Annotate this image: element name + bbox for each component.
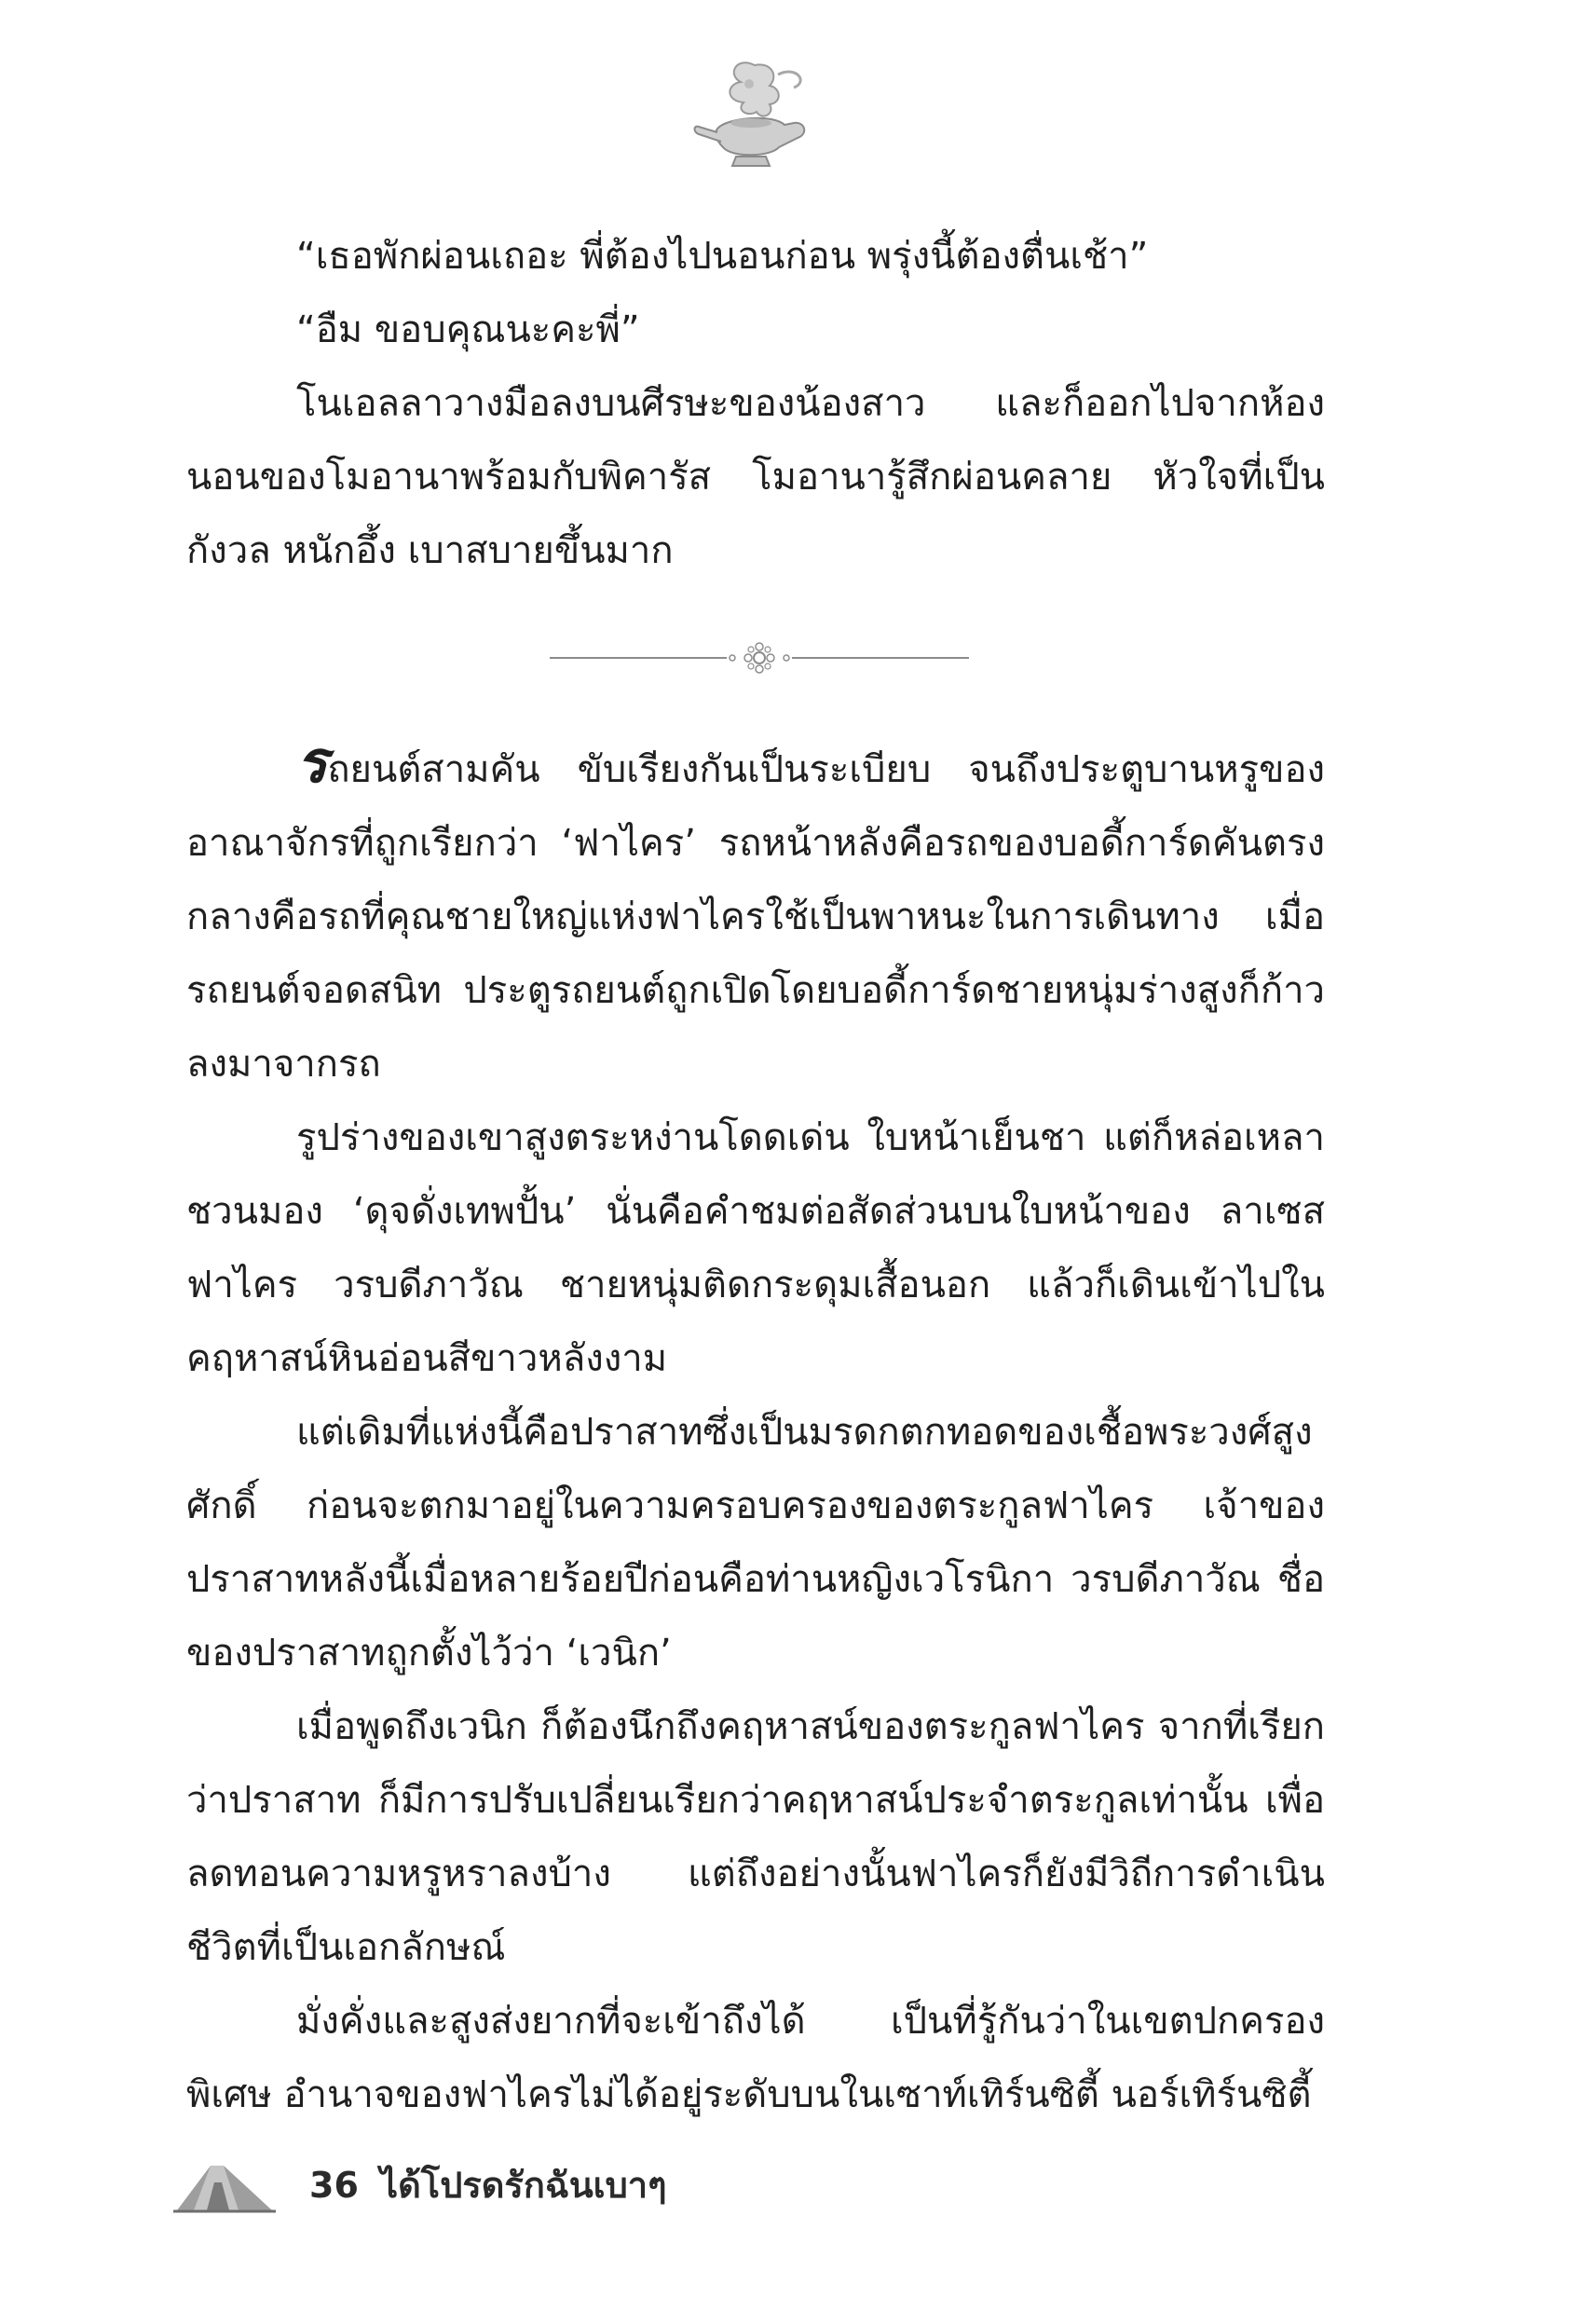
paragraph: เมื่อพูดถึงเวนิก ก็ต้องนึกถึงคฤหาสน์ของตระกูลฟาไคร จากที่เรียกว่าปราสาท ก็มีการปรับเปลี่ยนเรียกว่าคฤหาสน์ประจำตระกูลเท่านั้น เพื่อลดทอนความหรูหราลงบ้าง แต่ถึงอย่างนั้นฟาไครก็ยังมีวิถีการดำเนินชีวิตที่เป็นเอกลักษณ์	[186, 1705, 1325, 1969]
section-one	[186, 220, 1325, 588]
paragraph: “เธอพักผ่อนเถอะ พี่ต้องไปนอนก่อน พรุ่งนี้ต้องตื่นเช้า”	[296, 235, 1149, 278]
paragraph: แต่เดิมที่แห่งนี้คือปราสาทซึ่งเป็นมรดกตกทอดของเชื้อพระวงศ์สูงศักดิ์ ก่อนจะตกมาอยู่ในความครอบครองของตระกูลฟาไคร เจ้าของปราสาทหลังนี้เมื่อหลายร้อยปีก่อนคือท่านหญิงเวโรนิกา วรบดีภาวัณ ชื่อของปราสาทถูกตั้งไว้ว่า ‘เวนิก’	[186, 1411, 1325, 1675]
paragraph: “อืม ขอบคุณนะคะพี่”	[296, 308, 640, 351]
page-footer	[173, 2154, 1012, 2220]
paragraph-with-drop-cap	[186, 728, 1325, 1101]
paragraph: รูปร่างของเขาสูงตระหง่านโดดเด่น ใบหน้าเย็นชา แต่ก็หล่อเหลาชวนมอง ‘ดุจดั่งเทพปั้น’ นั่นคือคำชมต่อสัดส่วนบนใบหน้าของ ลาเซส ฟาไคร วรบดีภาวัณ ชายหนุ่มติดกระดุมเสื้อนอก แล้วก็เดินเข้าไปในคฤหาสน์หินอ่อนสีขาวหลังงาม	[186, 1116, 1325, 1380]
genie-lamp-icon	[689, 56, 820, 177]
drop-cap: ร	[296, 728, 328, 796]
paragraph-text: ถยนต์สามคัน ขับเรียงกันเป็นระเบียบ จนถึงประตูบานหรูของอาณาจักรที่ถูกเรียกว่า ‘ฟาไคร’ รถหน้าหลังคือรถของบอดี้การ์ดคันตรงกลางคือรถที่คุณชายใหญ่แห่งฟาไครใช้เป็นพาหนะในการเดินทาง เมื่อรถยนต์จอดสนิท ประตูรถยนต์ถูกเปิดโดยบอดี้การ์ดชายหนุ่มร่างสูงก็ก้าวลงมาจากรถ	[186, 748, 1325, 1086]
tent-icon	[173, 2160, 276, 2214]
paragraph: มั่งคั่งและสูงส่งยากที่จะเข้าถึงได้ เป็นที่รู้กันว่าในเขตปกครองพิเศษ อำนาจของฟาไครไม่ได้อยู่ระดับบนในเซาท์เทิร์นซิตี้ นอร์เทิร์นซิตี้	[186, 2000, 1325, 2116]
flourish-divider-icon	[550, 639, 969, 677]
paragraph: โนเอลลาวางมือลงบนศีรษะของน้องสาว และก็ออกไปจากห้องนอนของโมอานาพร้อมกับพิคารัส โมอานารู้สึกผ่อนคลาย หัวใจที่เป็นกังวล หนักอึ้ง เบาสบายขึ้นมาก	[186, 382, 1325, 572]
page-number: 36	[309, 2165, 359, 2206]
section-two	[186, 728, 1325, 2132]
book-title: ได้โปรดรักฉันเบาๆ	[380, 2165, 667, 2206]
